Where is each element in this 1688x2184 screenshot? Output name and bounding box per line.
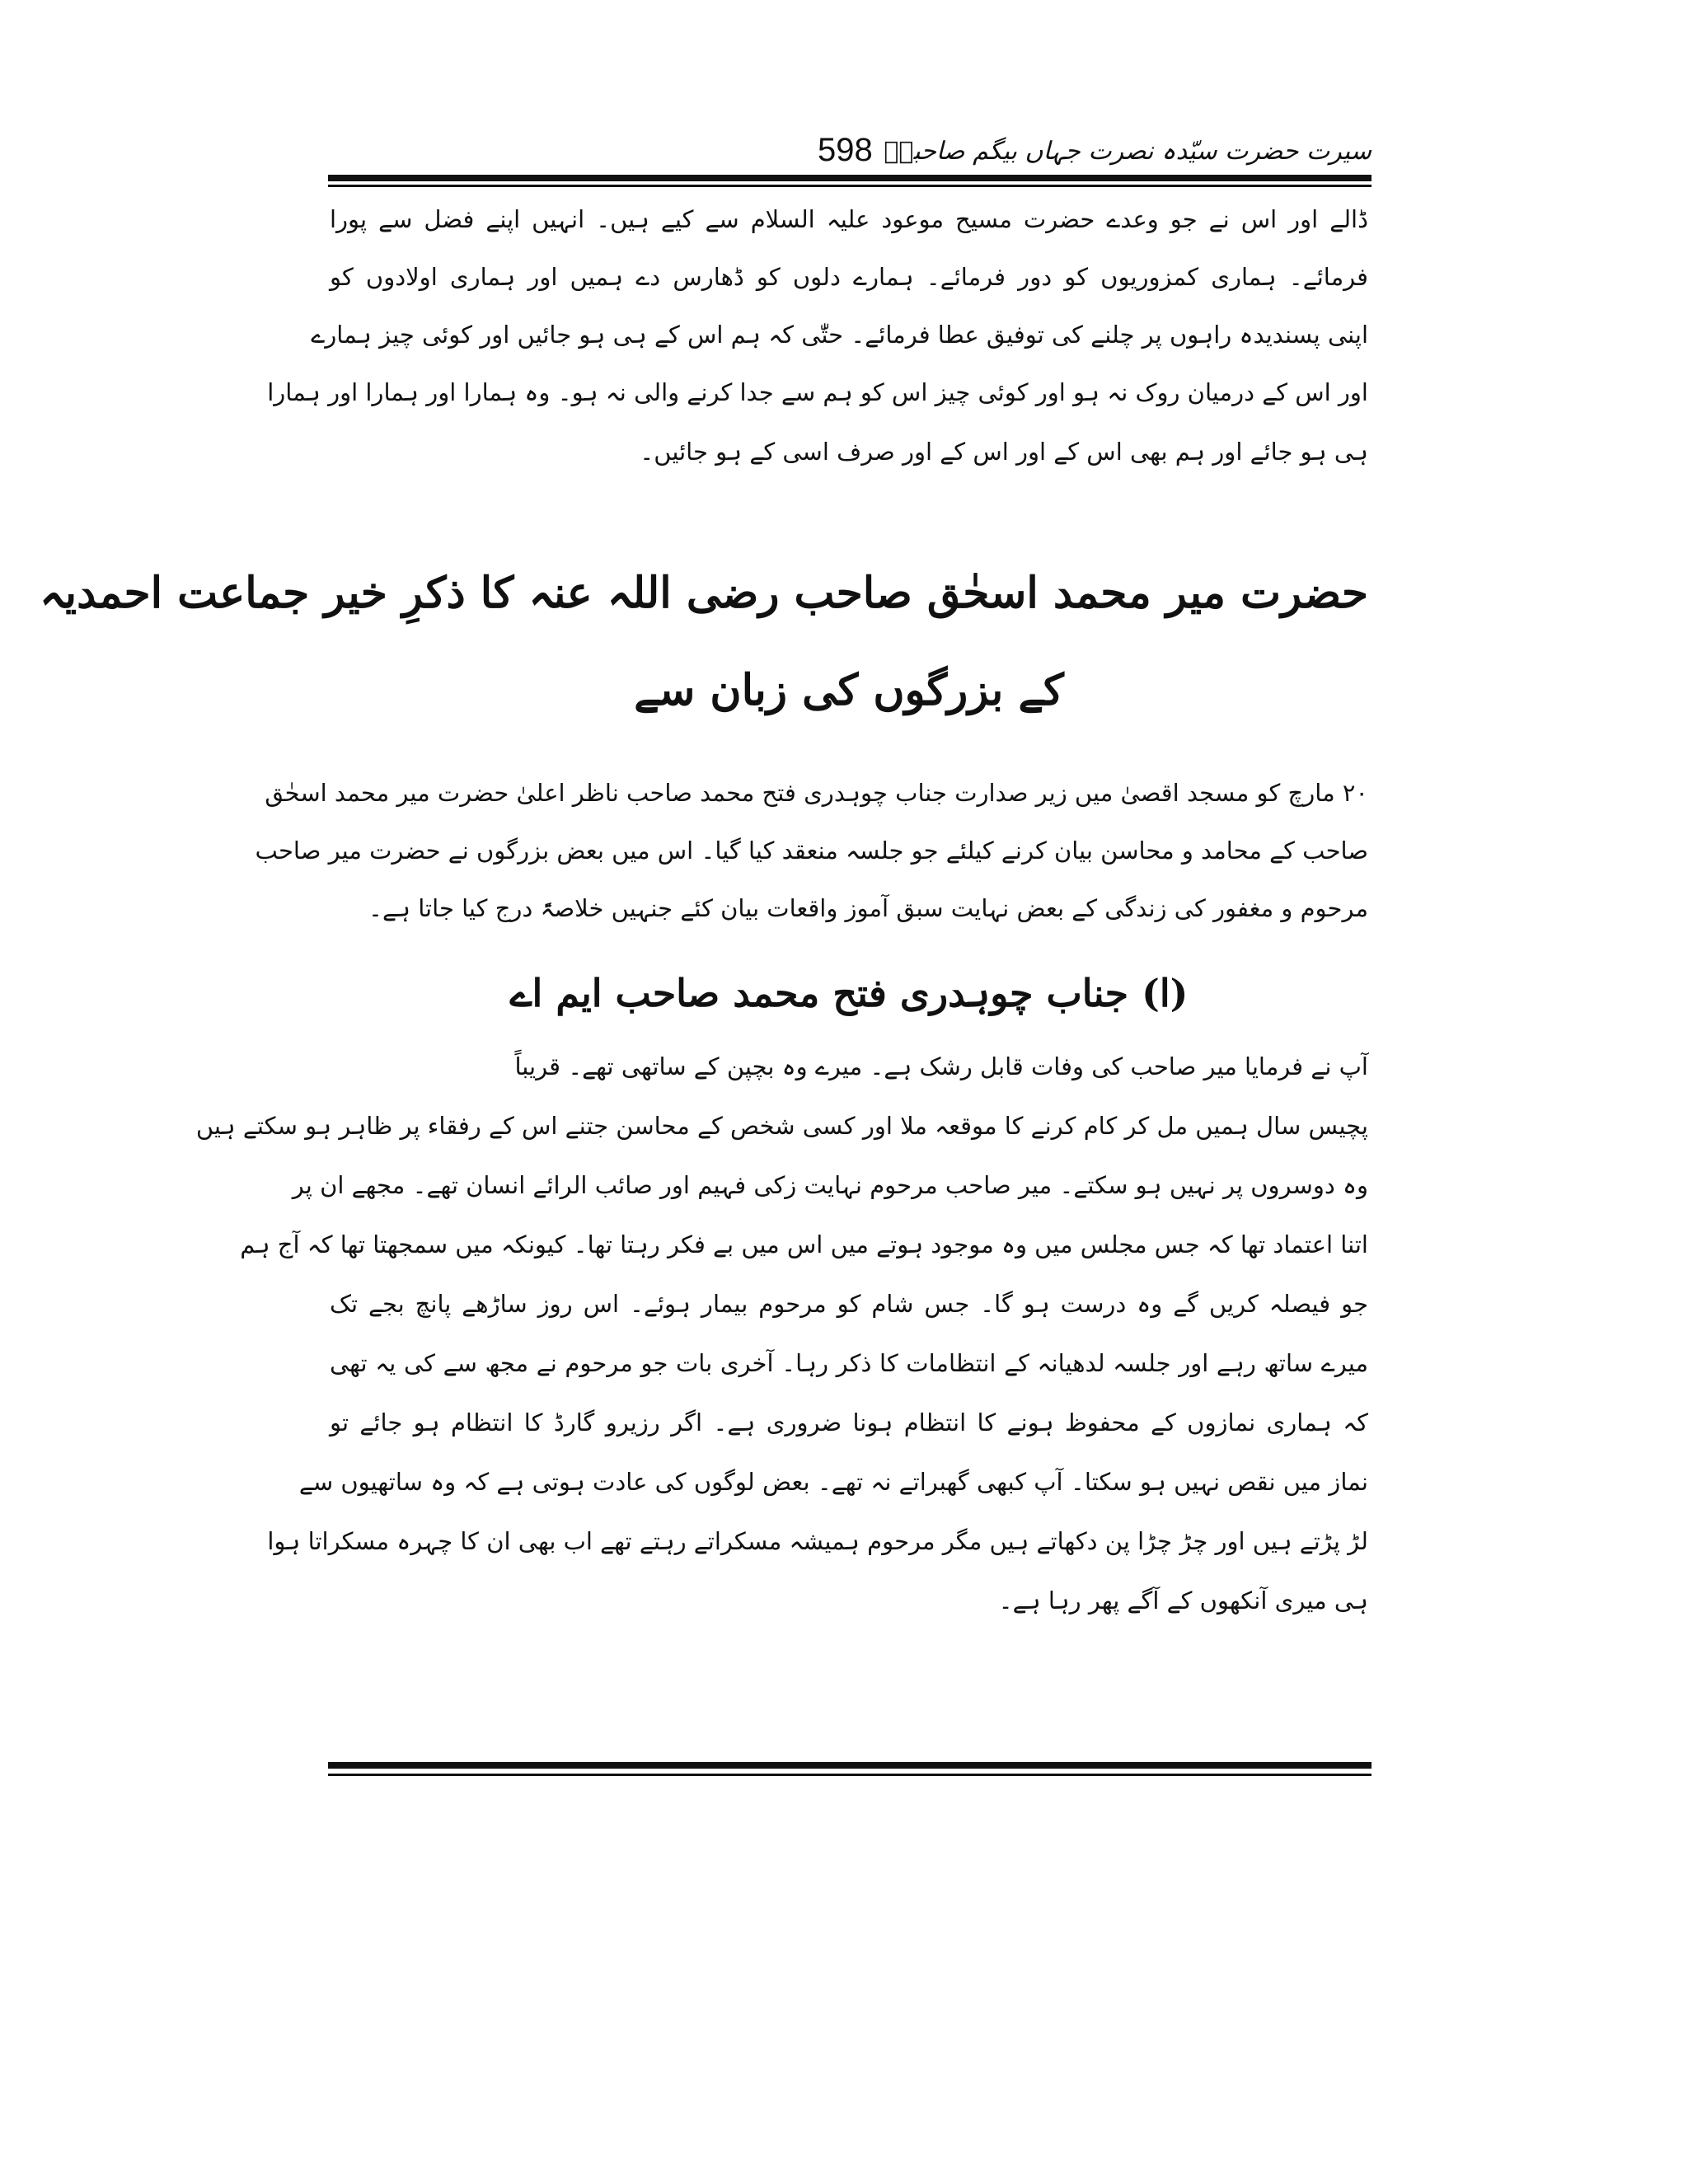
header-rule-thick (328, 175, 1372, 181)
footer-rule-thick (328, 1762, 1372, 1769)
intro-paragraph (267, 201, 1368, 514)
text-line: اپنی پسندیدہ راہوں پر چلنے کی توفیق عطا فرمائے۔ حتّٰی کہ ہم اس کے ہی ہو جائیں اور کوئی چیز ہمارے (311, 321, 1368, 349)
text-line: صاحب کے محامد و محاسن بیان کرنے کیلئے جو جلسہ منعقد کیا گیا۔ اس میں بعض بزرگوں نے حضرت میر صاحب (255, 837, 1368, 865)
text-line: پچیس سال ہمیں مل کر کام کرنے کا موقعہ ملا اور کسی شخص کے محاسن جتنے اس کے رفقاء پر ظاہر ہو سکتے ہیں (195, 1112, 1368, 1140)
sub-heading: (ا) جناب چوہدری فتح محمد صاحب ایم اے (509, 971, 1189, 1015)
text-line: ہی میری آنکھوں کے آگے پھر رہا ہے۔ (998, 1586, 1368, 1615)
text-line: ہی ہو جائے اور ہم بھی اس کے اور اس کے اور صرف اسی کے ہو جائیں۔ (640, 438, 1368, 466)
text-line: مرحوم و مغفور کی زندگی کے بعض نہایت سبق آموز واقعات بیان کئے جنہیں خلاصۃً درج کیا جاتا ہے۔ (368, 894, 1368, 922)
sub-heading-block (330, 964, 1368, 1030)
main-heading-line: حضرت میر محمد اسحٰق صاحب رضی اللہ عنہ کا ذکرِ خیر جماعت احمدیہ (40, 568, 1368, 618)
text-line: ڈالے اور اس نے جو وعدے حضرت مسیح موعود علیہ السلام سے کیے ہیں۔ انہیں اپنے فضل سے پورا (330, 205, 1368, 233)
main-heading (40, 560, 1368, 758)
page-header (328, 132, 1372, 181)
text-line: اتنا اعتماد تھا کہ جس مجلس میں وہ موجود ہوتے میں اس میں بے فکر رہتا تھا۔ کیونکہ میں سمجھتا تھا کہ آج ہم (240, 1230, 1368, 1258)
footer-rule-thin (328, 1774, 1372, 1776)
text-line: آپ نے فرمایا میر صاحب کی وفات قابل رشک ہے۔ میرے وہ بچپن کے ساتھی تھے۔ قریباً (514, 1052, 1368, 1080)
text-line: جو فیصلہ کریں گے وہ درست ہو گا۔ جس شام کو مرحوم بیمار ہوئے۔ اس روز ساڑھے پانچ بجے تک (330, 1290, 1368, 1318)
third-paragraph (195, 1048, 1368, 1675)
text-line: لڑ پڑتے ہیں اور چڑ چڑا پن دکھاتے ہیں مگر مرحوم ہمیشہ مسکراتے رہتے تھے اب بھی ان کا چہرہ مسکراتا ہوا (267, 1527, 1368, 1555)
running-header-title: سیرت حضرت سیّدہ نصرت جہاں بیگم صاحبہؓ (884, 137, 1372, 166)
text-line: نماز میں نقص نہیں ہو سکتا۔ آپ کبھی گھبراتے نہ تھے۔ بعض لوگوں کی عادت ہوتی ہے کہ وہ ساتھیوں سے (298, 1468, 1368, 1496)
text-line: میرے ساتھ رہے اور جلسہ لدھیانہ کے انتظامات کا ذکر رہا۔ آخری بات جو مرحوم نے مجھ سے کی یہ تھی (330, 1349, 1368, 1377)
text-line: کہ ہماری نمازوں کے محفوظ ہونے کا انتظام ہونا ضروری ہے۔ اگر رزیرو گارڈ کا انتظام ہو جائے تو (330, 1408, 1368, 1436)
text-line: ۲۰ مارچ کو مسجد اقصیٰ میں زیر صدارت جناب چوہدری فتح محمد صاحب ناظر اعلیٰ حضرت میر محمد اسحٰق (265, 779, 1368, 807)
text-line: فرمائے۔ ہماری کمزوریوں کو دور فرمائے۔ ہمارے دلوں کو ڈھارس دے ہمیں اور ہماری اولادوں کو (330, 263, 1368, 291)
text-line: وہ دوسروں پر نہیں ہو سکتے۔ میر صاحب مرحوم نہایت زکی فہیم اور صائب الرائے انسان تھے۔ مجھے ان پر (292, 1171, 1368, 1199)
text-line: اور اس کے درمیان روک نہ ہو اور کوئی چیز اس کو ہم سے جدا کرنے والی نہ ہو۔ وہ ہمارا اور ہمارا اور ہمارا (267, 378, 1368, 406)
page-number: 598 (818, 132, 873, 168)
header-rule-thin (328, 185, 1372, 187)
main-heading-line: کے بزرگوں کی زبان سے (634, 665, 1064, 715)
second-paragraph (255, 775, 1368, 948)
